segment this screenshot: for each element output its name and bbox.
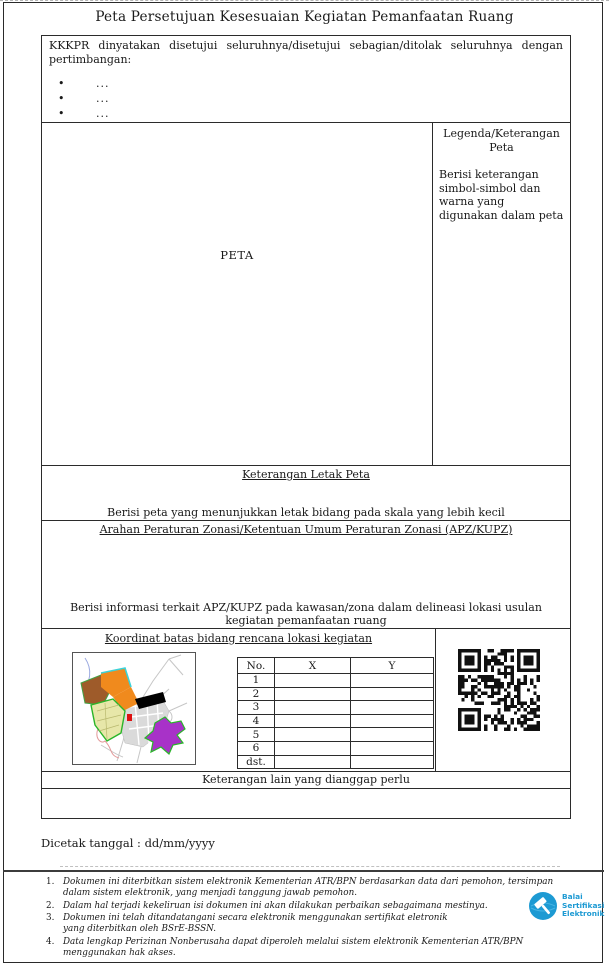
bsre-logo-icon bbox=[527, 890, 559, 922]
coord-row-label: 5 bbox=[238, 728, 275, 742]
bullet-text: ... bbox=[96, 92, 110, 105]
map-location-body: Berisi peta yang menunjukkan letak bidang pada skala yang lebih kecil bbox=[107, 505, 505, 519]
coord-row bbox=[238, 728, 434, 742]
coord-x-cell bbox=[275, 714, 351, 728]
coord-x-cell bbox=[275, 755, 351, 769]
coord-x-cell bbox=[275, 728, 351, 742]
bsre-logo bbox=[527, 890, 604, 922]
legend-body: Berisi keterangan simbol-simbol dan warna yang digunakan dalam peta bbox=[439, 168, 564, 222]
decision-text: KKKPR dinyatakan disetujui seluruhnya/disetujui sebagian/ditolak seluruhnya dengan pertimbangan: bbox=[49, 39, 563, 66]
coord-y-cell bbox=[351, 687, 434, 701]
footer-note-text: Dokumen ini telah ditandatangani secara elektronik menggunakan sertifikat eletronik yang diterbitkan oleh BSrE-BSSN. bbox=[63, 913, 448, 935]
legend-cell bbox=[433, 123, 570, 465]
bullet-icon: • bbox=[58, 92, 65, 105]
footer-notes bbox=[46, 877, 571, 961]
page-title: Peta Persetujuan Kesesuaian Kegiatan Pemanfaatan Ruang bbox=[95, 9, 514, 25]
footer-note bbox=[46, 901, 571, 912]
bullet-text: ... bbox=[96, 107, 110, 120]
coord-row-label: 2 bbox=[238, 687, 275, 701]
footer-note-number: 2. bbox=[46, 900, 55, 911]
qr-cell bbox=[436, 629, 570, 771]
footer-separator bbox=[3, 870, 604, 872]
map-zone-yellow bbox=[91, 699, 125, 741]
bsre-logo-text: Balai Sertifikasi Elektronik bbox=[562, 892, 605, 919]
footer-note-text: Data lengkap Perizinan Nonberusaha dapat diperoleh melalui sistem elektronik Kementerian ATR/BPN menggunakan hak akses. bbox=[63, 936, 524, 958]
coord-row-label: 3 bbox=[238, 701, 275, 715]
apz-body: Berisi informasi terkait APZ/KUPZ pada kawasan/zona dalam delineasi lokasi usulan kegiatan pemanfaatan ruang bbox=[70, 601, 542, 627]
location-map-thumbnail bbox=[72, 652, 196, 765]
coord-row bbox=[238, 755, 434, 769]
legend-title: Legenda/Keterangan Peta bbox=[443, 127, 560, 154]
coord-y-cell bbox=[351, 741, 434, 755]
coord-header-no: No. bbox=[238, 658, 275, 674]
coord-row bbox=[238, 687, 434, 701]
apz-title: Arahan Peraturan Zonasi/Ketentuan Umum Peraturan Zonasi (APZ/KUPZ) bbox=[99, 523, 513, 536]
other-info-header bbox=[42, 771, 570, 788]
coord-header-x: X bbox=[275, 658, 351, 674]
map-location-section bbox=[42, 465, 570, 520]
footer-note-text: Dokumen ini diterbitkan sistem elektronik Kementerian ATR/BPN berdasarkan data dari pemohon, tersimpan dalam sistem elektronik, yang menjadi tanggung jawab pemohon. bbox=[63, 877, 554, 898]
map-placeholder-label: PETA bbox=[220, 248, 254, 262]
coord-row bbox=[238, 674, 434, 688]
map-site-marker bbox=[127, 714, 132, 721]
footer-note-number: 3. bbox=[46, 913, 55, 924]
coordinates-section bbox=[42, 628, 570, 771]
coordinates-cell bbox=[42, 629, 436, 771]
footer-note-text: Dalam hal terjadi kekeliruan isi dokumen ini akan dilakukan perbaikan sebagaimana mestinya. bbox=[63, 900, 488, 911]
apz-section bbox=[42, 520, 570, 628]
decision-bullet bbox=[49, 76, 563, 91]
footer-note bbox=[46, 877, 571, 899]
coord-y-cell bbox=[351, 701, 434, 715]
footer-note-number: 1. bbox=[46, 877, 55, 887]
coord-x-cell bbox=[275, 687, 351, 701]
print-date: Dicetak tanggal : dd/mm/yyyy bbox=[41, 836, 215, 850]
coord-row-label: 6 bbox=[238, 741, 275, 755]
coord-x-cell bbox=[275, 701, 351, 715]
coord-header-y: Y bbox=[351, 658, 434, 674]
coord-y-cell bbox=[351, 755, 434, 769]
coord-x-cell bbox=[275, 674, 351, 688]
footer-separator-shadow bbox=[60, 866, 560, 867]
decision-bullet bbox=[49, 106, 563, 121]
coord-row-label: 1 bbox=[238, 674, 275, 688]
coord-row bbox=[238, 701, 434, 715]
map-row bbox=[42, 122, 570, 465]
coord-x-cell bbox=[275, 741, 351, 755]
decision-box bbox=[42, 36, 570, 122]
map-location-title: Keterangan Letak Peta bbox=[242, 468, 370, 481]
qr-code bbox=[458, 649, 540, 731]
other-info-blank bbox=[42, 788, 570, 818]
coord-row bbox=[238, 741, 434, 755]
coord-y-cell bbox=[351, 728, 434, 742]
map-placeholder-cell bbox=[42, 123, 433, 465]
bullet-text: ... bbox=[96, 77, 110, 90]
other-info-title: Keterangan lain yang dianggap perlu bbox=[202, 773, 410, 786]
footer-note bbox=[46, 913, 571, 935]
coordinate-table bbox=[237, 657, 434, 769]
coord-row-label: 4 bbox=[238, 714, 275, 728]
coord-row-label: dst. bbox=[238, 755, 275, 769]
decision-bullet bbox=[49, 91, 563, 106]
form-table bbox=[41, 35, 571, 819]
coordinates-title: Koordinat batas bidang rencana lokasi kegiatan bbox=[104, 632, 373, 645]
bullet-icon: • bbox=[58, 107, 65, 120]
footer-note-number: 4. bbox=[46, 936, 55, 947]
coord-row bbox=[238, 714, 434, 728]
footer-note bbox=[46, 937, 571, 959]
coord-y-cell bbox=[351, 714, 434, 728]
coord-y-cell bbox=[351, 674, 434, 688]
decision-bullet-list bbox=[49, 76, 563, 121]
bullet-icon: • bbox=[58, 77, 65, 90]
